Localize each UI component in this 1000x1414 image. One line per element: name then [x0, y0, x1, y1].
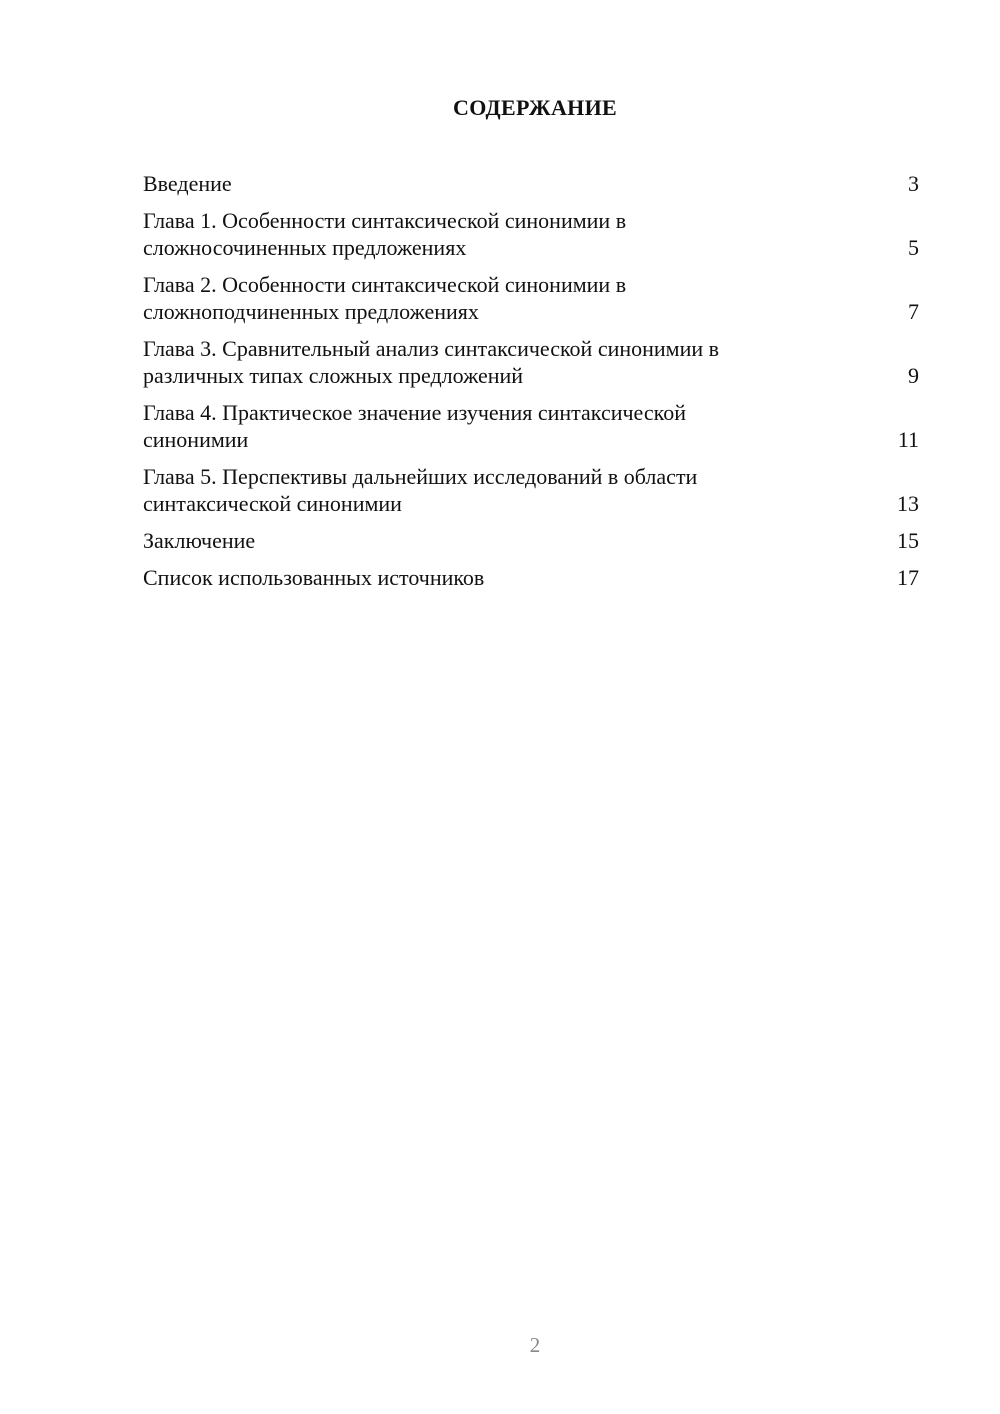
toc-entry-page: 11 [897, 427, 919, 452]
toc-entry-chapter-1 [143, 207, 919, 261]
toc-entry-title [143, 271, 626, 325]
toc-entry-page: 9 [908, 363, 919, 388]
toc-entry-page: 13 [897, 491, 919, 516]
toc-entry-line: Введение [143, 171, 232, 196]
toc-entry-line: Глава 3. Сравнительный анализ синтаксической синонимии в [143, 336, 720, 361]
toc-entry-page: 7 [908, 299, 919, 324]
toc-entry-line: Список использованных источников [143, 565, 485, 590]
toc-entry-page: 15 [897, 528, 919, 553]
toc-entry-page: 17 [897, 565, 919, 590]
toc-entry-title [143, 399, 686, 453]
toc-entry-title [143, 207, 626, 261]
toc-entry-chapter-4 [143, 399, 919, 453]
table-of-contents [143, 170, 919, 601]
toc-entry-title [143, 170, 232, 197]
toc-entry-title [143, 564, 484, 591]
toc-entry-references [143, 564, 919, 591]
toc-entry-line: Глава 4. Практическое значение изучения синтаксической [143, 400, 686, 425]
toc-entry-title [143, 527, 255, 554]
toc-entry-line: Глава 1. Особенности синтаксической синонимии в [143, 208, 627, 233]
page-number: 2 [529, 1333, 541, 1357]
toc-entry-line: Глава 2. Особенности синтаксической синонимии в [143, 272, 627, 297]
toc-entry-chapter-5 [143, 463, 919, 517]
toc-entry-line: сложносочиненных предложениях [143, 235, 467, 260]
toc-entry-line: различных типах сложных предложений [143, 363, 524, 388]
toc-entry-chapter-3 [143, 335, 919, 389]
toc-entry-title [143, 335, 719, 389]
toc-heading: СОДЕРЖАНИЕ [453, 95, 617, 120]
toc-entry-title [143, 463, 697, 517]
toc-entry-conclusion [143, 527, 919, 554]
toc-entry-line: Глава 5. Перспективы дальнейших исследований в области [143, 464, 698, 489]
toc-entry-page: 5 [908, 235, 919, 260]
toc-entry-page: 3 [908, 171, 919, 196]
toc-entry-line: синонимии [143, 427, 249, 452]
toc-entry-line: сложноподчиненных предложениях [143, 299, 479, 324]
toc-entry-line: Заключение [143, 528, 256, 553]
toc-entry-line: синтаксической синонимии [143, 491, 402, 516]
toc-entry-chapter-2 [143, 271, 919, 325]
toc-entry-introduction [143, 170, 919, 197]
